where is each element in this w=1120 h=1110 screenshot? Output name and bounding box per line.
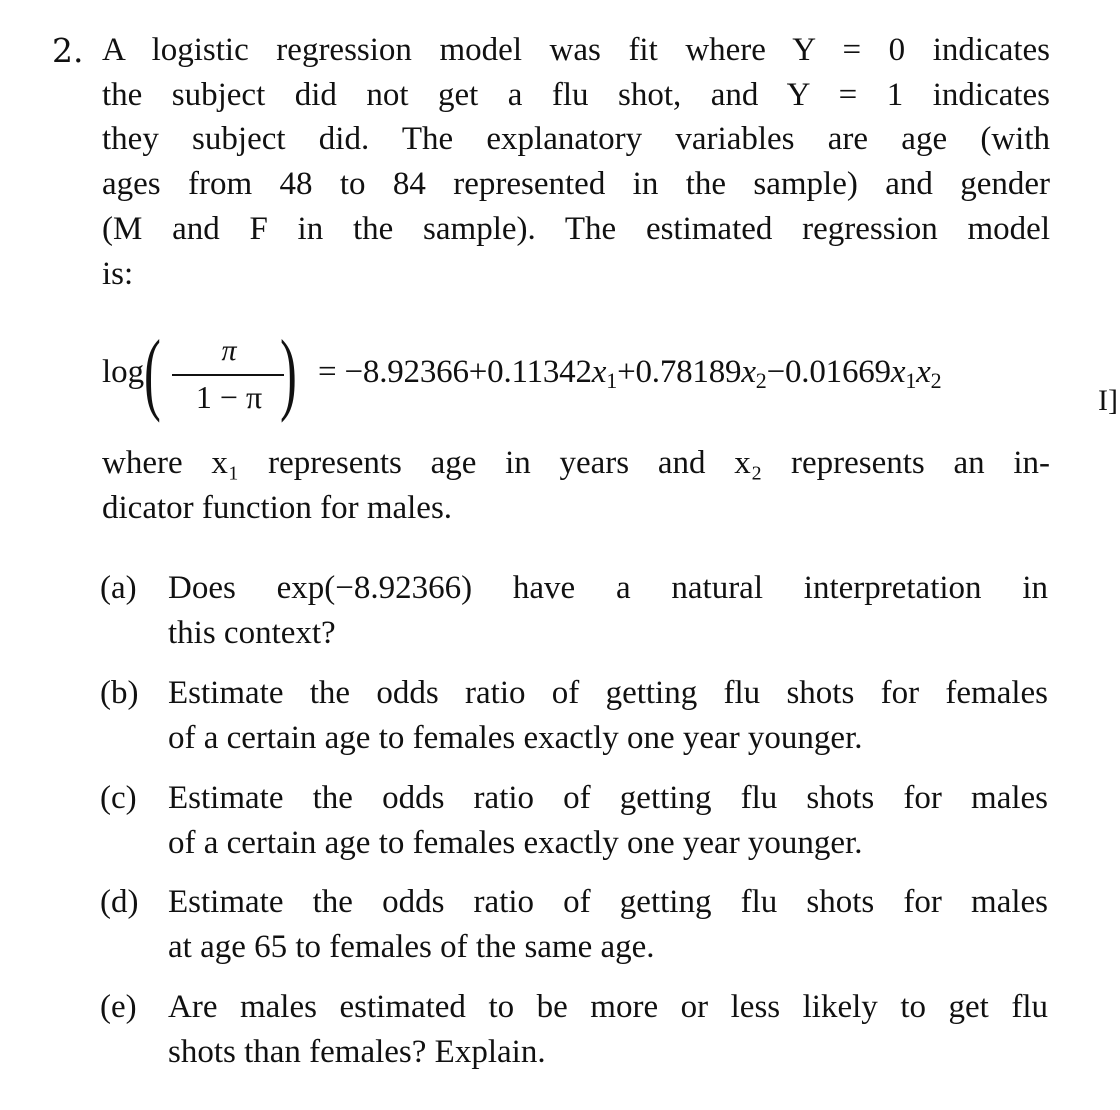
part-label: (a) <box>100 570 137 606</box>
part-line: Are males estimated to be more or less likely to get flu <box>168 989 1048 1025</box>
intro-line: the subject did not get a flu shot, and Y = 1 indicates <box>102 76 1050 113</box>
coef-x1: +0.11342 <box>468 354 592 390</box>
part-line: Estimate the odds ratio of getting flu shots for males <box>168 780 1048 816</box>
sub-1: 1 <box>905 368 917 393</box>
equals-sign: = <box>318 354 337 390</box>
left-paren: ( <box>144 321 161 423</box>
var-x1: x <box>591 354 607 390</box>
sub-2: 2 <box>930 368 942 393</box>
variable-definitions <box>102 441 1050 530</box>
part-line: this context? <box>168 615 336 651</box>
part-label: (c) <box>100 780 137 816</box>
part-line: Estimate the odds ratio of getting flu shots for males <box>168 884 1048 920</box>
intercept: −8.92366 <box>344 354 469 390</box>
part-line: of a certain age to females exactly one year younger. <box>168 720 863 756</box>
coef-x2: +0.78189 <box>617 354 742 390</box>
where-line: dicator function for males. <box>102 489 453 526</box>
var-x2: x <box>741 354 756 390</box>
overflow-mark: I] <box>1098 384 1118 417</box>
part-line: Estimate the odds ratio of getting flu shots for females <box>168 675 1048 711</box>
part-line: shots than females? Explain. <box>168 1034 546 1070</box>
intro-line: (M and F in the sample). The estimated regression model <box>102 210 1050 247</box>
equation-rhs <box>318 354 941 394</box>
right-paren: ) <box>280 321 297 423</box>
intro-line: is: <box>102 255 134 292</box>
coef-interaction: −0.01669 <box>766 354 891 390</box>
fraction-denominator: 1 − π <box>195 378 263 415</box>
fraction-bar <box>172 374 284 376</box>
intro-line: they subject did. The explanatory variables are age (with <box>102 121 1050 158</box>
problem-intro <box>102 28 1050 296</box>
sub-1: 1 <box>606 368 618 393</box>
intro-line: A logistic regression model was fit where Y = 0 indicates <box>102 32 1050 68</box>
log-function: log <box>102 354 145 390</box>
part-line: of a certain age to females exactly one year younger. <box>168 825 863 861</box>
part-label: (b) <box>100 675 139 711</box>
sub-2: 2 <box>755 368 767 393</box>
var-x2-interaction: x <box>916 354 931 390</box>
odds-fraction <box>168 334 290 414</box>
problem-number: 2. <box>52 31 84 70</box>
part-label: (d) <box>100 884 139 920</box>
part-line: at age 65 to females of the same age. <box>168 929 655 965</box>
part-line: Does exp(−8.92366) have a natural interpretation in <box>168 570 1048 606</box>
where-line: where x₁ represents age in years and x₂ represents an in- <box>102 445 1050 481</box>
part-label: (e) <box>100 989 137 1025</box>
var-x1-interaction: x <box>890 354 906 390</box>
fraction-numerator: π <box>221 334 237 367</box>
intro-line: ages from 48 to 84 represented in the sample) and gender <box>102 166 1050 203</box>
